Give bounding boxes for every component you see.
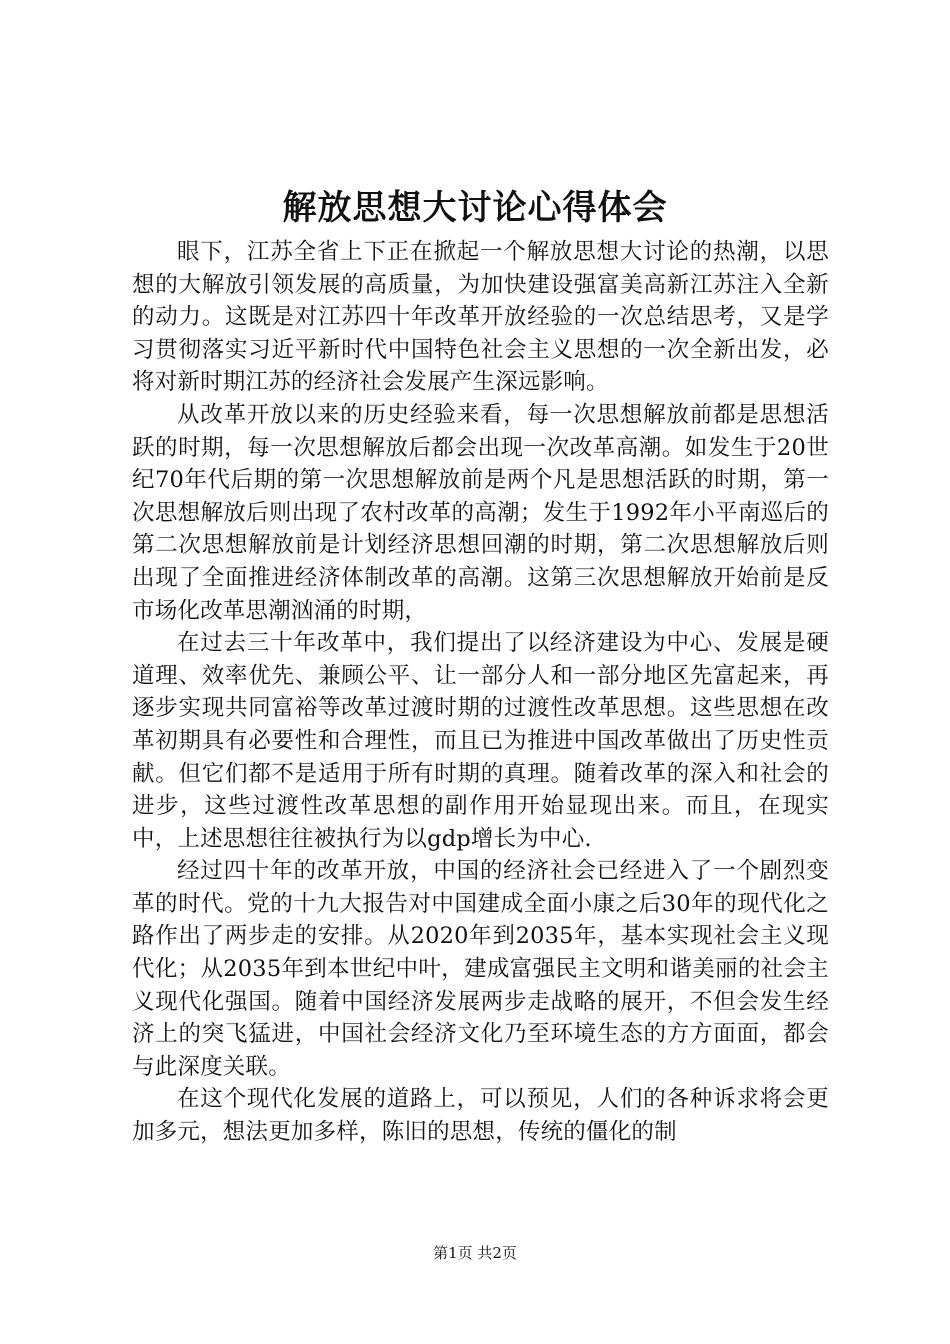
paragraph-2: 从改革开放以来的历史经验来看，每一次思想解放前都是思想活跃的时期，每一次思想解放后都会出现一次改革高潮。如发生于20世纪70年代后期的第一次思想解放前是两个凡是思想活跃的时期，第一次思想解放后则出现了农村改革的高潮；发生于1992年小平南巡后的第二次思想解放前是计划经济思想回潮的时期，第二次思想解放后则出现了全面推进经济体制改革的高潮。这第三次思想解放开始前是反市场化改革思潮汹涌的时期， (132, 401, 829, 624)
paragraph-4: 经过四十年的改革开放，中国的经济社会已经进入了一个剧烈变革的时代。党的十九大报告对中国建成全面小康之后30年的现代化之路作出了两步走的安排。从2020年到2035年，基本实现社会主义现代化；从2035年到本世纪中叶，建成富强民主文明和谐美丽的社会主义现代化强国。随着中国经济发展两步走战略的展开，不但会发生经济上的突飞猛进，中国社会经济文化乃至环境生态的方方面面，都会与此深度关联。 (132, 858, 829, 1080)
paragraph-3: 在过去三十年改革中，我们提出了以经济建设为中心、发展是硬道理、效率优先、兼顾公平、让一部分人和一部分地区先富起来，再逐步实现共同富裕等改革过渡时期的过渡性改革思想。这些思想在改革初期具有必要性和合理性，而且已为推进中国改革做出了历史性贡献。但它们都不是适用于所有时期的真理。随着改革的深入和社会的进步，这些过渡性改革思想的副作用开始显现出来。而且，在现实中，上述思想往往被执行为以gdp增长为中心. (132, 630, 829, 852)
document-body (132, 236, 829, 1149)
paragraph-5: 在这个现代化发展的道路上，可以预见，人们的各种诉求将会更加多元，想法更加多样，陈旧的思想，传统的僵化的制 (132, 1086, 829, 1146)
paragraph-1: 眼下，江苏全省上下正在掀起一个解放思想大讨论的热潮，以思想的大解放引领发展的高质量，为加快建设强富美高新江苏注入全新的动力。这既是对江苏四十年改革开放经验的一次总结思考，又是学习贯彻落实习近平新时代中国特色社会主义思想的一次全新出发，必将对新时期江苏的经济社会发展产生深远影响。 (132, 239, 829, 396)
page-number-footer: 第1页 共2页 (433, 1244, 517, 1262)
document-title: 解放思想大讨论心得体会 (282, 188, 668, 228)
